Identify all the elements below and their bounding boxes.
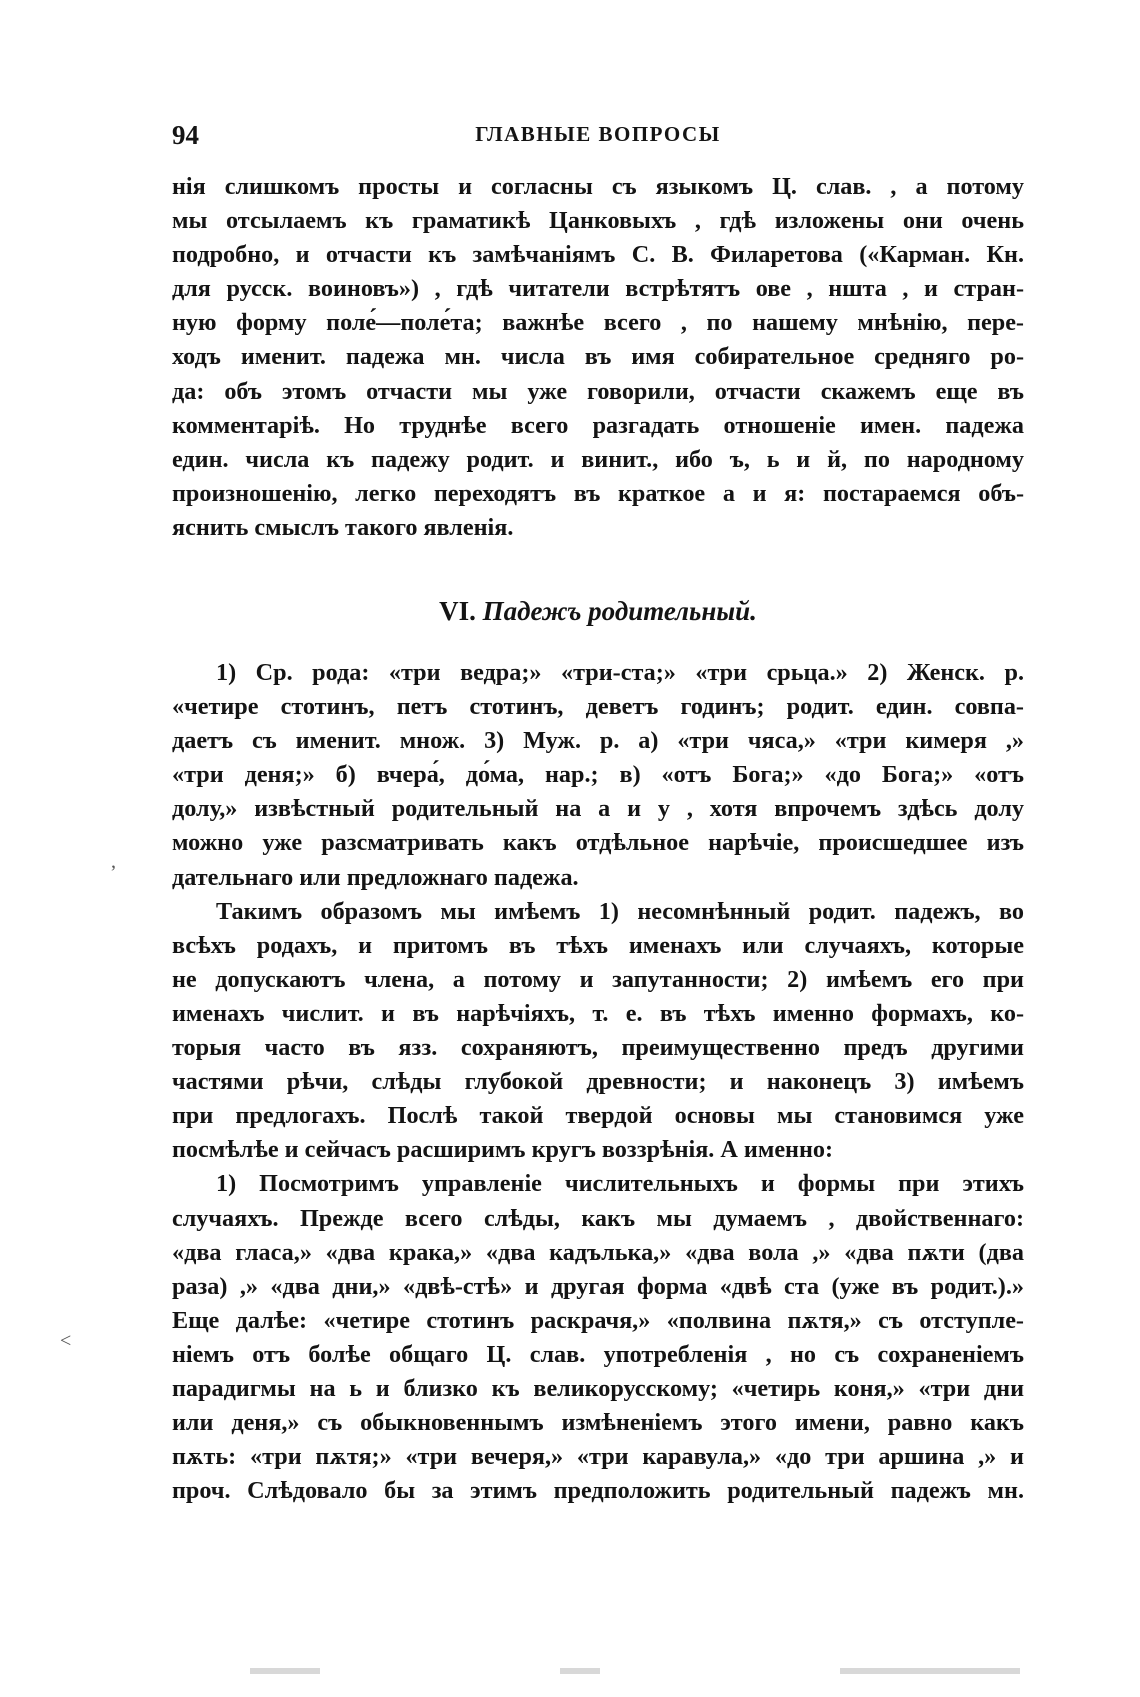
text-line: посмѣлѣе и сейчасъ расширимъ кругъ воззрѣнія. А именно: (172, 1136, 834, 1164)
text-line: «два гласа,» «два крака,» «два кадълька,» «два вола ,» «два пѫти (два (172, 1238, 1024, 1266)
text-line: един. числа къ падежу родит. и винит., ибо ъ, ь и й, по народному (172, 445, 1024, 473)
text-line: или деня,» съ обыкновеннымъ измѣненіемъ этого имени, равно какъ (172, 1409, 1024, 1437)
text-line: раза) ,» «два дни,» «двѣ-стѣ» и другая форма «двѣ ста (уже въ родит.).» (172, 1272, 1024, 1300)
text-line: Такимъ образомъ мы имѣемъ 1) несомнѣнный родит. падежъ, во (216, 897, 1024, 925)
text-line: 1) Ср. рода: «три ведра;» «три-ста;» «три срьца.» 2) Женск. р. (216, 659, 1024, 686)
text-line: «четире стотинъ, петъ стотинъ, деветъ годинъ; родит. един. совпа- (172, 693, 1024, 721)
text-line: произношенію, легко переходятъ въ краткое а и я: постараемся объ- (172, 479, 1024, 507)
running-title: ГЛАВНЫЕ ВОПРОСЫ (475, 122, 721, 146)
text-line: ходъ именит. падежа мн. числа въ имя собирательное средняго ро- (172, 343, 1024, 371)
text-line: комментаріѣ. Но труднѣе всего разгадать отношеніе имен. падежа (172, 411, 1024, 439)
text-line: дательнаго или предложнаго падежа. (172, 863, 579, 891)
text-line: Еще далѣе: «четире стотинъ раскрачя,» «полвина пѫтя,» съ отступле- (172, 1306, 1024, 1334)
text-line: яснить смыслъ такого явленія. (172, 513, 514, 541)
text-line: ную форму поле́—поле́та; важнѣе всего , по нашему мнѣнію, пере- (172, 309, 1024, 337)
print-smudge (250, 1668, 320, 1674)
section-heading (172, 596, 1024, 627)
page-number: 94 (172, 120, 199, 150)
margin-tick-mark: ˂ (60, 1330, 72, 1352)
text-line: можно уже разсматривать какъ отдѣльное нарѣчіе, происшедшее изъ (172, 829, 1024, 857)
paragraph (172, 656, 1024, 895)
text-line: случаяхъ. Прежде всего слѣды, какъ мы думаемъ , двойственнаго: (172, 1204, 1024, 1232)
text-line: ніемъ отъ болѣе общаго Ц. слав. употребленія , но съ сохраненіемъ (172, 1340, 1024, 1368)
section-body (172, 656, 1024, 1508)
paragraph-continuation (172, 170, 1024, 545)
text-line: подробно, и отчасти къ замѣчаніямъ С. В. Филаретова («Карман. Кн. (172, 241, 1024, 269)
text-line: всѣхъ родахъ, и притомъ въ тѣхъ именахъ или случаяхъ, которые (172, 931, 1024, 959)
text-line: для русск. воиновъ») , гдѣ читатели встрѣтятъ ове , ншта , и стран- (172, 275, 1024, 303)
text-line: «три деня;» б) вчера́, до́ма, нар.; в) «отъ Бога;» «до Бога;» «отъ (172, 761, 1024, 789)
text-line: 1) Посмотримъ управленіе числительныхъ и формы при этихъ (216, 1170, 1024, 1198)
margin-tick-mark: ʼ (110, 862, 117, 884)
text-line: нія слишкомъ просты и согласны съ языкомъ Ц. слав. , а потому (172, 173, 1024, 200)
print-smudge (560, 1668, 600, 1674)
text-line: да: объ этомъ отчасти мы уже говорили, отчасти скажемъ еще въ (172, 377, 1024, 405)
text-line: даетъ съ именит. множ. 3) Муж. р. а) «три чяса,» «три кимеря ,» (172, 727, 1024, 755)
text-line: проч. Слѣдовало бы за этимъ предположить родительный падежъ мн. (172, 1477, 1024, 1505)
print-smudge (840, 1668, 1020, 1674)
text-line: долу,» извѣстный родительный на а и у , хотя впрочемъ здѣсь долу (172, 795, 1024, 823)
paragraph (172, 1167, 1024, 1508)
section-title: Падежъ родительный. (482, 596, 757, 626)
text-line: именахъ числит. и въ нарѣчіяхъ, т. е. въ тѣхъ именно формахъ, ко- (172, 999, 1024, 1027)
text-line: пѫть: «три пѫтя;» «три вечеря,» «три каравула,» «до три аршина ,» и (172, 1443, 1024, 1471)
text-line: мы отсылаемъ къ граматикѣ Цанковыхъ , гдѣ изложены они очень (172, 207, 1024, 235)
text-line: торыя часто въ язз. сохраняютъ, преимущественно предъ другими (172, 1034, 1024, 1062)
text-line: парадигмы на ь и близко къ великорусскому; «четирь коня,» «три дни (172, 1374, 1024, 1402)
paragraph (172, 895, 1024, 1168)
text-line: при предлогахъ. Послѣ такой твердой основы мы становимся уже (172, 1102, 1024, 1130)
running-head (172, 120, 1024, 156)
text-line: не допускаютъ члена, а потому и запутанности; 2) имѣемъ его при (172, 965, 1024, 993)
section-numeral: VI. (439, 596, 476, 626)
paragraph (172, 170, 1024, 545)
text-line: частями рѣчи, слѣды глубокой древности; и наконецъ 3) имѣемъ (172, 1068, 1024, 1096)
